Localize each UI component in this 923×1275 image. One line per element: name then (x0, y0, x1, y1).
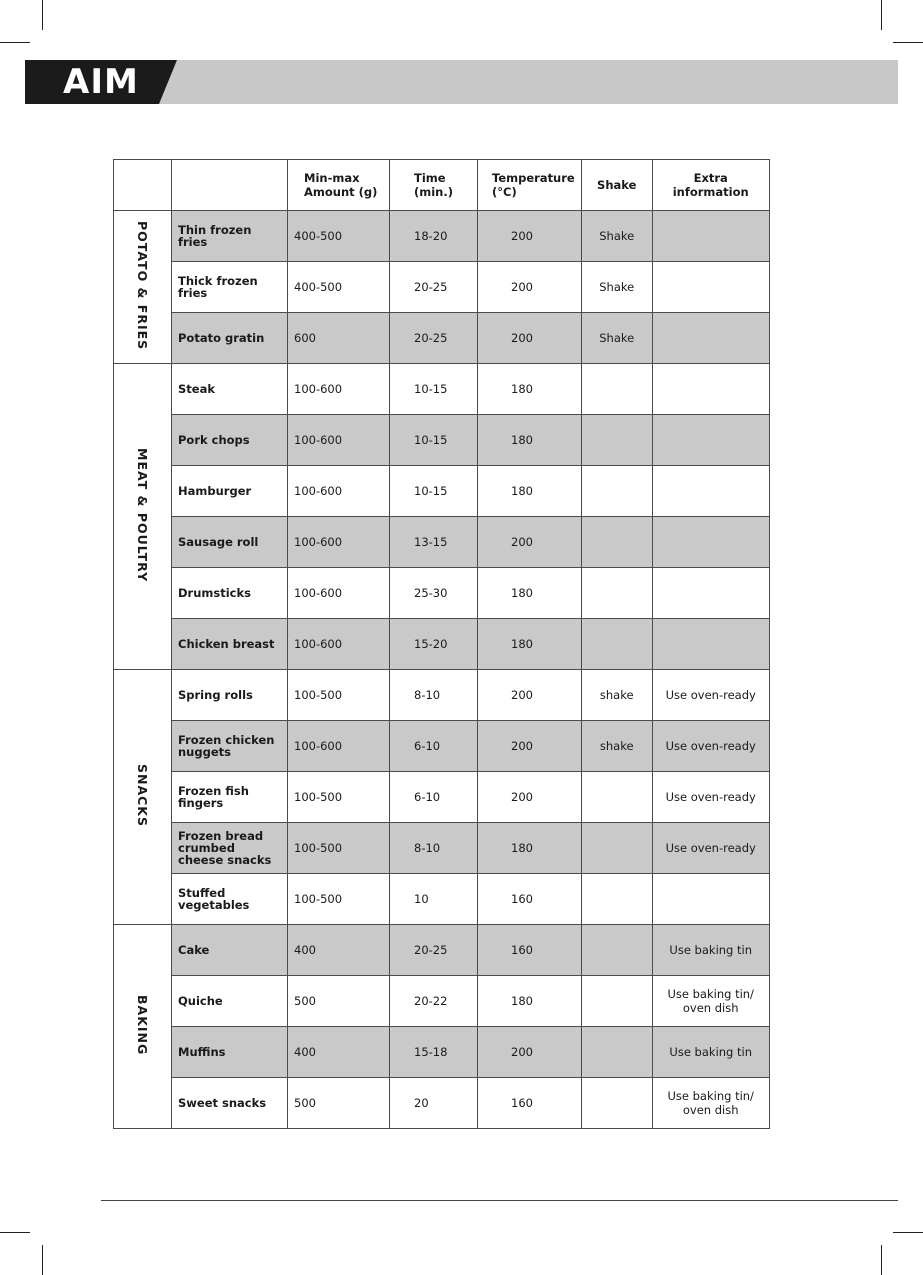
amount-cell: 100-500 (288, 772, 390, 823)
shake-cell: shake (581, 670, 652, 721)
food-cell: Stuffed vegetables (172, 874, 288, 925)
category-label: POTATO & FRIES (135, 220, 150, 351)
extra-info-cell (652, 364, 769, 415)
temperature-cell: 160 (478, 874, 582, 925)
crop-mark (0, 42, 30, 43)
amount-cell: 100-600 (288, 568, 390, 619)
temperature-cell: 160 (478, 1078, 582, 1129)
food-cell: Drumsticks (172, 568, 288, 619)
extra-info-cell: Use baking tin/ oven dish (652, 1078, 769, 1129)
table-row (114, 415, 770, 466)
time-cell: 6-10 (390, 721, 478, 772)
table-row (114, 568, 770, 619)
food-cell: Frozen bread crumbed cheese snacks (172, 823, 288, 874)
food-cell: Cake (172, 925, 288, 976)
shake-cell (581, 364, 652, 415)
crop-mark (881, 1245, 882, 1275)
header-shake: Shake (581, 160, 652, 211)
category-cell (114, 925, 172, 1129)
food-cell: Thick frozen fries (172, 262, 288, 313)
extra-info-cell (652, 415, 769, 466)
extra-info-cell (652, 874, 769, 925)
amount-cell: 100-600 (288, 619, 390, 670)
amount-cell: 500 (288, 976, 390, 1027)
amount-cell: 500 (288, 1078, 390, 1129)
table-body (114, 211, 770, 1129)
crop-mark (42, 1245, 43, 1275)
table-row (114, 364, 770, 415)
header-amount: Min-max Amount (g) (288, 160, 390, 211)
header-time: Time (min.) (390, 160, 478, 211)
temperature-cell: 180 (478, 823, 582, 874)
time-cell: 15-18 (390, 1027, 478, 1078)
food-cell: Potato gratin (172, 313, 288, 364)
table-row (114, 517, 770, 568)
extra-info-cell: Use oven-ready (652, 670, 769, 721)
shake-cell (581, 517, 652, 568)
shake-cell (581, 823, 652, 874)
shake-cell (581, 466, 652, 517)
time-cell: 10-15 (390, 364, 478, 415)
crop-mark (893, 1232, 923, 1233)
extra-info-cell (652, 568, 769, 619)
shake-cell (581, 568, 652, 619)
shake-cell: Shake (581, 262, 652, 313)
food-cell: Chicken breast (172, 619, 288, 670)
temperature-cell: 180 (478, 619, 582, 670)
category-label: BAKING (135, 994, 150, 1056)
shake-cell (581, 619, 652, 670)
shake-cell (581, 1078, 652, 1129)
food-cell: Frozen fish fingers (172, 772, 288, 823)
footer-rule (101, 1200, 898, 1201)
food-cell: Spring rolls (172, 670, 288, 721)
time-cell: 13-15 (390, 517, 478, 568)
time-cell: 18-20 (390, 211, 478, 262)
extra-info-cell: Use baking tin (652, 1027, 769, 1078)
time-cell: 8-10 (390, 670, 478, 721)
food-cell: Steak (172, 364, 288, 415)
amount-cell: 100-600 (288, 364, 390, 415)
category-cell (114, 364, 172, 670)
temperature-cell: 180 (478, 364, 582, 415)
table-row (114, 670, 770, 721)
time-cell: 20-25 (390, 313, 478, 364)
header-extra: Extra information (652, 160, 769, 211)
table-row (114, 619, 770, 670)
brand-logo (25, 60, 177, 104)
food-cell: Frozen chicken nuggets (172, 721, 288, 772)
amount-cell: 100-500 (288, 823, 390, 874)
crop-mark (42, 0, 43, 30)
crop-mark (0, 1232, 30, 1233)
time-cell: 20-22 (390, 976, 478, 1027)
category-label: MEAT & POULTRY (135, 447, 150, 583)
table-row (114, 976, 770, 1027)
extra-info-cell (652, 262, 769, 313)
cooking-table (113, 159, 770, 1129)
temperature-cell: 180 (478, 976, 582, 1027)
food-cell: Sausage roll (172, 517, 288, 568)
shake-cell (581, 874, 652, 925)
extra-info-cell: Use baking tin/ oven dish (652, 976, 769, 1027)
time-cell: 15-20 (390, 619, 478, 670)
amount-cell: 400-500 (288, 262, 390, 313)
table-header-row (114, 160, 770, 211)
header-category (114, 160, 172, 211)
table-row (114, 721, 770, 772)
food-cell: Sweet snacks (172, 1078, 288, 1129)
amount-cell: 100-600 (288, 415, 390, 466)
extra-info-cell: Use oven-ready (652, 721, 769, 772)
amount-cell: 400 (288, 1027, 390, 1078)
time-cell: 20-25 (390, 925, 478, 976)
temperature-cell: 200 (478, 517, 582, 568)
category-cell (114, 670, 172, 925)
category-cell (114, 211, 172, 364)
temperature-cell: 200 (478, 772, 582, 823)
table-row (114, 313, 770, 364)
extra-info-cell (652, 619, 769, 670)
temperature-cell: 200 (478, 670, 582, 721)
extra-info-cell: Use oven-ready (652, 772, 769, 823)
time-cell: 20 (390, 1078, 478, 1129)
temperature-cell: 200 (478, 313, 582, 364)
time-cell: 10-15 (390, 466, 478, 517)
table-row (114, 1078, 770, 1129)
crop-mark (881, 0, 882, 30)
amount-cell: 400 (288, 925, 390, 976)
table-row (114, 874, 770, 925)
table-row (114, 211, 770, 262)
time-cell: 8-10 (390, 823, 478, 874)
table-row (114, 925, 770, 976)
category-label: SNACKS (135, 763, 150, 827)
table-row (114, 772, 770, 823)
temperature-cell: 160 (478, 925, 582, 976)
temperature-cell: 200 (478, 1027, 582, 1078)
shake-cell: Shake (581, 211, 652, 262)
header-food (172, 160, 288, 211)
amount-cell: 400-500 (288, 211, 390, 262)
logo-text: AIM (63, 62, 139, 102)
amount-cell: 100-600 (288, 517, 390, 568)
extra-info-cell (652, 211, 769, 262)
amount-cell: 100-600 (288, 721, 390, 772)
extra-info-cell (652, 466, 769, 517)
table-row (114, 262, 770, 313)
extra-info-cell (652, 517, 769, 568)
time-cell: 10-15 (390, 415, 478, 466)
food-cell: Hamburger (172, 466, 288, 517)
table-row (114, 466, 770, 517)
shake-cell: shake (581, 721, 652, 772)
header-temperature: Temperature (°C) (478, 160, 582, 211)
shake-cell (581, 772, 652, 823)
food-cell: Thin frozen fries (172, 211, 288, 262)
temperature-cell: 200 (478, 262, 582, 313)
extra-info-cell: Use oven-ready (652, 823, 769, 874)
temperature-cell: 180 (478, 466, 582, 517)
shake-cell (581, 1027, 652, 1078)
food-cell: Quiche (172, 976, 288, 1027)
shake-cell (581, 925, 652, 976)
temperature-cell: 200 (478, 211, 582, 262)
temperature-cell: 180 (478, 568, 582, 619)
shake-cell (581, 976, 652, 1027)
time-cell: 25-30 (390, 568, 478, 619)
amount-cell: 600 (288, 313, 390, 364)
table-row (114, 1027, 770, 1078)
shake-cell (581, 415, 652, 466)
food-cell: Muffins (172, 1027, 288, 1078)
amount-cell: 100-600 (288, 466, 390, 517)
crop-mark (893, 42, 923, 43)
amount-cell: 100-500 (288, 670, 390, 721)
shake-cell: Shake (581, 313, 652, 364)
extra-info-cell (652, 313, 769, 364)
table-row (114, 823, 770, 874)
time-cell: 6-10 (390, 772, 478, 823)
food-cell: Pork chops (172, 415, 288, 466)
amount-cell: 100-500 (288, 874, 390, 925)
extra-info-cell: Use baking tin (652, 925, 769, 976)
time-cell: 20-25 (390, 262, 478, 313)
temperature-cell: 180 (478, 415, 582, 466)
time-cell: 10 (390, 874, 478, 925)
temperature-cell: 200 (478, 721, 582, 772)
